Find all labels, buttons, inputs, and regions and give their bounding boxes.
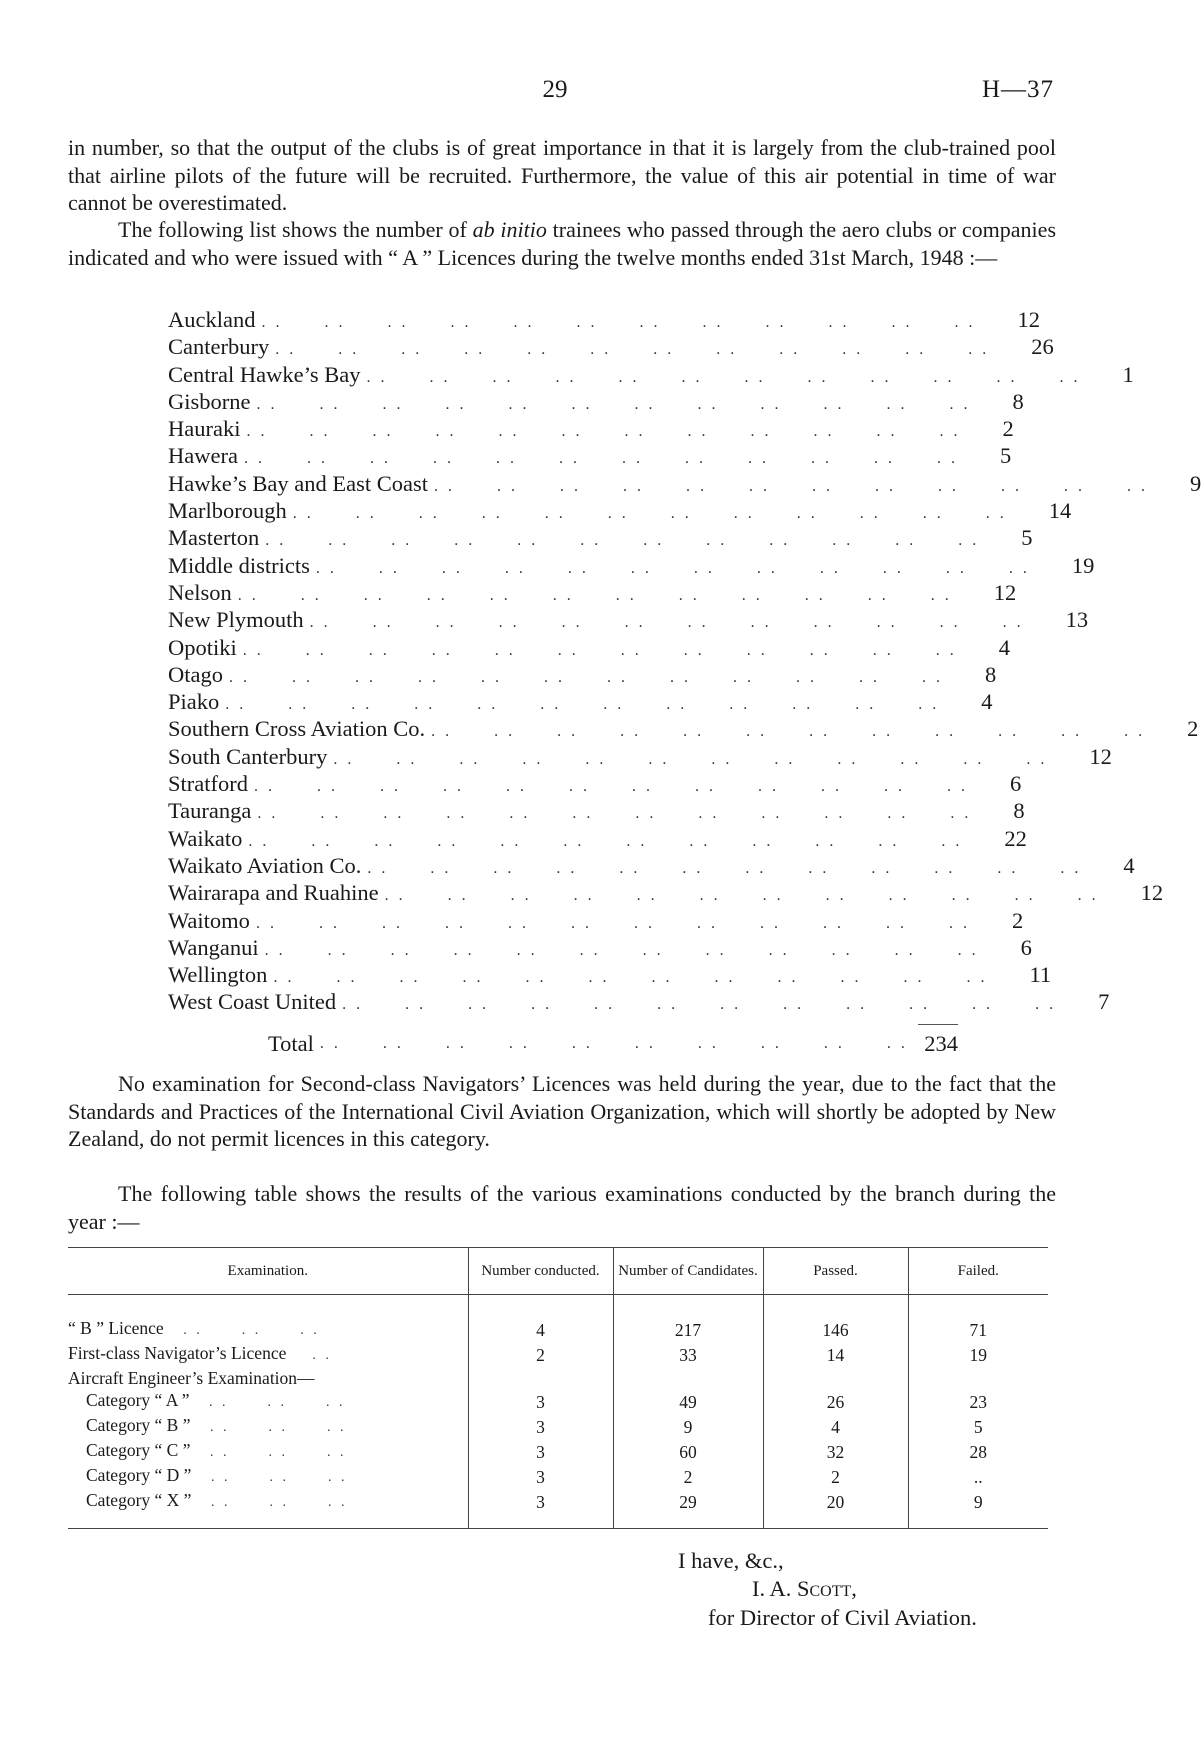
signoff-greeting: I have, &c.,: [678, 1548, 784, 1573]
paragraph-output-of-clubs: [68, 134, 1056, 217]
cell-conducted: 4: [468, 1317, 613, 1342]
club-count: 9: [1189, 470, 1201, 496]
italic-phrase: ab initio: [472, 217, 547, 242]
club-row: [168, 825, 1027, 852]
club-row: [168, 797, 1025, 824]
cell-candidates: 29: [613, 1489, 763, 1529]
club-count: 7: [1098, 989, 1110, 1015]
exam-label: Category “ X ”: [86, 1490, 192, 1510]
club-count: 1: [1122, 361, 1134, 387]
club-name: West Coast United: [168, 989, 337, 1015]
club-row: [168, 442, 1012, 469]
club-row: [168, 715, 1199, 742]
leader-dots: . . . . . . . . . . . . . . . . . . . . . . . .: [273, 969, 1030, 987]
club-count: 12: [993, 579, 1017, 605]
exam-label-cell: [68, 1317, 468, 1342]
paragraph-text: No examination for Second-class Navigators’ Licences was held during the year, due to the fact that the Standards and Practices of the International Civil Aviation Organization, which will shortly be adopted by New Zealand, do not permit licences in this category.: [68, 1071, 1056, 1151]
header-number-of-candidates: Number of Candidates.: [613, 1248, 763, 1295]
club-row: [168, 934, 1032, 961]
page-number: 29: [542, 76, 568, 103]
leader-dots: . . . . . . . . . . . . . . . . . . . . . . . .: [243, 450, 1000, 468]
club-row: [168, 552, 1095, 579]
leader-dots: . . . . . .: [191, 1470, 348, 1485]
cell-conducted: 3: [468, 1489, 613, 1529]
club-count: 8: [1013, 798, 1025, 824]
club-row: [168, 361, 1134, 388]
club-row: [168, 879, 1164, 906]
cell-passed: [763, 1367, 908, 1389]
table-row: [68, 1489, 1048, 1529]
leader-dots: . . . . . . . . . . . . . . . . . . . . . . . .: [256, 395, 1013, 413]
exam-label-cell: [68, 1389, 468, 1414]
club-row: [168, 634, 1011, 661]
exam-label-cell: [68, 1414, 468, 1439]
cell-conducted: 3: [468, 1464, 613, 1489]
club-row: [168, 907, 1024, 934]
club-name: Wairarapa and Ruahine: [168, 880, 379, 906]
cell-candidates: 2: [613, 1464, 763, 1489]
club-row: [168, 306, 1040, 333]
club-count: 8: [985, 661, 997, 687]
cell-passed: 32: [763, 1439, 908, 1464]
club-row: [168, 770, 1022, 797]
cell-failed: 71: [908, 1317, 1048, 1342]
cell-failed: [908, 1367, 1048, 1389]
club-name: Otago: [168, 661, 223, 687]
club-count: 5: [1021, 525, 1033, 551]
signoff-title: for Director of Civil Aviation.: [708, 1605, 977, 1630]
club-name: Piako: [168, 689, 220, 715]
cell-passed: 20: [763, 1489, 908, 1529]
club-name: Hawke’s Bay and East Coast: [168, 470, 428, 496]
cell-passed: 2: [763, 1464, 908, 1489]
exam-label: Category “ B ”: [86, 1415, 191, 1435]
cell-conducted: 3: [468, 1439, 613, 1464]
club-row: [168, 606, 1089, 633]
club-count: 2: [1187, 716, 1199, 742]
club-name: Hauraki: [168, 416, 241, 442]
club-row: [168, 579, 1017, 606]
leader-dots: . . . . . . . . . . . . . . . . . . . . . . . .: [246, 423, 1003, 441]
exam-label-cell: [68, 1342, 468, 1367]
paragraph-table-intro: [68, 1180, 1056, 1235]
exam-label: Category “ C ”: [86, 1440, 191, 1460]
club-row: [168, 497, 1072, 524]
cell-conducted: [468, 1367, 613, 1389]
leader-dots: . . . . . . . . . . . . . . . . . . . . . . . .: [384, 887, 1141, 905]
leader-dots: . . . . . . . . . . . . . . . . . . . . . . . .: [242, 641, 999, 659]
club-name: Gisborne: [168, 388, 251, 414]
table-header-row: [68, 1248, 1048, 1295]
cell-conducted: 2: [468, 1342, 613, 1367]
club-name: Waitomo: [168, 907, 250, 933]
leader-dots: . . . . . . . . . . . . . . . . . . . . . . . .: [431, 723, 1188, 741]
leader-dots: . . . . . . . . . . . . . . . . . . . . . . . .: [292, 505, 1049, 523]
cell-candidates: 49: [613, 1389, 763, 1414]
leader-dots: . . . . . . . . . . . . . . . . . . . . . . . .: [333, 750, 1090, 768]
paragraph-text: The following list shows the number of: [118, 217, 473, 242]
club-count: 5: [999, 443, 1012, 469]
leader-dots: . .: [286, 1348, 332, 1363]
header-number-conducted: Number conducted.: [468, 1248, 613, 1295]
paragraph-text: The following table shows the results of the various examinations conducted by the branch during the year :—: [68, 1181, 1056, 1234]
clubs-total-row: [168, 1029, 958, 1059]
leader-dots: . . . . . . . . . . . . . . . . . . . . . . . .: [342, 996, 1099, 1014]
leader-dots: . . . . . . . . . . . . . . . . . . . . . . . .: [253, 778, 1010, 796]
club-row: [168, 988, 1110, 1015]
club-name: Masterton: [168, 525, 260, 551]
club-count: 12: [1017, 307, 1040, 332]
club-count: 2: [1011, 907, 1024, 933]
club-name: Southern Cross Aviation Co.: [168, 716, 426, 742]
exam-label-cell: [68, 1464, 468, 1489]
aero-clubs-list: [168, 306, 1201, 1059]
header-failed: Failed.: [908, 1248, 1048, 1295]
club-name: Auckland: [168, 307, 256, 332]
club-name: Stratford: [168, 771, 248, 797]
cell-passed: 146: [763, 1317, 908, 1342]
leader-dots: . . . . . . . . . . . . . . . . . . . . . . . .: [248, 832, 1005, 850]
signoff-signatory: I. A. Scott,: [752, 1576, 857, 1601]
club-count: 11: [1029, 962, 1052, 988]
club-count: 14: [1048, 498, 1072, 524]
club-count: 22: [1004, 825, 1027, 851]
club-count: 4: [998, 634, 1011, 660]
leader-dots: . . . . . . . . . . . . . . . . . . . . . . . .: [367, 859, 1124, 877]
total-count: 234: [924, 1030, 958, 1056]
cell-candidates: [613, 1367, 763, 1389]
document-code: H—37: [981, 76, 1054, 103]
leader-dots: . . . . . . . . . . . . . . . . . . . . . . . .: [315, 559, 1072, 577]
cell-candidates: 9: [613, 1414, 763, 1439]
club-row: [168, 852, 1135, 879]
club-row: [168, 388, 1024, 415]
leader-dots: . . . . . .: [163, 1323, 320, 1338]
cell-failed: 23: [908, 1389, 1048, 1414]
table-row: [68, 1414, 1048, 1439]
paragraph-text: in number, so that the output of the clubs is of great importance in that it is largely from the club-trained pool that airline pilots of the future will be recruited. Furthermore, the value of this air potential in time of war cannot be overestimated.: [68, 135, 1056, 215]
cell-passed: 14: [763, 1342, 908, 1367]
club-count: 8: [1012, 388, 1024, 414]
total-label: Total: [268, 1030, 314, 1056]
club-count: 4: [981, 689, 993, 715]
club-row: [168, 688, 993, 715]
leader-dots: . . . . . . . . . . . . . . . . . . . . . . . .: [229, 668, 985, 686]
exam-label: Category “ A ”: [86, 1390, 190, 1410]
cell-failed: 5: [908, 1414, 1048, 1439]
examinations-table: [68, 1247, 1048, 1529]
club-count: 12: [1089, 743, 1112, 769]
club-name: Middle districts: [168, 552, 310, 578]
cell-failed: 9: [908, 1489, 1048, 1529]
club-count: 2: [1002, 416, 1014, 442]
leader-dots: . . . . . . . . . . . . . . . . . . . . . . . .: [366, 368, 1123, 386]
header-examination: Examination.: [68, 1248, 468, 1295]
exam-label-cell: [68, 1367, 468, 1389]
club-name: New Plymouth: [168, 607, 304, 633]
leader-dots: . . . . . . . . . . . . . . . . . . . . . . . .: [309, 614, 1066, 632]
leader-dots: . . . . . . . . . . . . . . . . . . . . . . . .: [265, 532, 1022, 550]
exam-label: First-class Navigator’s Licence: [68, 1343, 287, 1363]
cell-candidates: 217: [613, 1317, 763, 1342]
table-row: [68, 1367, 1048, 1389]
table-row: [68, 1317, 1048, 1342]
leader-dots: . . . . . . . . . . . . . . . . . . . . . . . .: [264, 941, 1021, 959]
total-rule: [918, 1024, 958, 1025]
club-count: 19: [1071, 552, 1095, 578]
table-row: [68, 1464, 1048, 1489]
club-name: Canterbury: [168, 334, 270, 360]
table-row: [68, 1342, 1048, 1367]
club-count: 13: [1065, 607, 1089, 633]
club-name: Waikato: [168, 825, 243, 851]
exam-label: Category “ D ”: [86, 1465, 192, 1485]
cell-conducted: 3: [468, 1414, 613, 1439]
leader-dots: . . . . . .: [191, 1495, 348, 1510]
club-row: [168, 470, 1201, 497]
club-name: Hawera: [168, 443, 238, 469]
paragraph-text: trainees who passed through the aero clubs or companies indicated and who were issued with “ A ” Licences during the twelve months ended 31st March, 1948 :—: [68, 217, 1056, 270]
cell-passed: 26: [763, 1389, 908, 1414]
club-row: [168, 524, 1033, 551]
club-count: 4: [1123, 852, 1135, 878]
cell-failed: 28: [908, 1439, 1048, 1464]
cell-candidates: 33: [613, 1342, 763, 1367]
cell-failed: 19: [908, 1342, 1048, 1367]
club-name: Marlborough: [168, 498, 287, 524]
paragraph-navigators-exam: [68, 1070, 1056, 1153]
table-row: [68, 1439, 1048, 1464]
leader-dots: . . . . . . . . . . . . . . . . . . . . . . . .: [237, 586, 994, 604]
cell-candidates: 60: [613, 1439, 763, 1464]
club-row: [168, 661, 997, 688]
club-count: 6: [1020, 934, 1032, 960]
club-name: Opotiki: [168, 634, 237, 660]
club-row: [168, 415, 1014, 442]
examinations-table-body: [68, 1295, 1048, 1529]
exam-label-cell: [68, 1489, 468, 1529]
leader-dots: . . . . . .: [190, 1420, 347, 1435]
leader-dots: . . . . . . . . . . . . . . . . . . . . . . . .: [225, 696, 982, 714]
exam-label: Aircraft Engineer’s Examination—: [68, 1368, 315, 1388]
club-name: Nelson: [168, 579, 232, 605]
club-name: South Canterbury: [168, 743, 328, 769]
cell-conducted: 3: [468, 1389, 613, 1414]
club-name: Waikato Aviation Co.: [168, 852, 362, 878]
leader-dots: . . . . . . . . . . . . . . . . . . . . . . . .: [433, 477, 1190, 495]
club-row: [168, 961, 1052, 988]
cell-failed: ..: [908, 1464, 1048, 1489]
cell-passed: 4: [763, 1414, 908, 1439]
club-count: 26: [1031, 334, 1054, 360]
leader-dots: . . . . . . . . . . . . . . . . . . . . . . . .: [255, 914, 1012, 932]
club-name: Tauranga: [168, 798, 252, 824]
exam-label-cell: [68, 1439, 468, 1464]
leader-dots: . . . . . .: [190, 1445, 347, 1460]
club-row: [168, 743, 1112, 770]
leader-dots: . . . . . . . . . . . . . . . . . . . .: [319, 1034, 908, 1052]
table-row: [68, 1389, 1048, 1414]
club-count: 6: [1009, 771, 1022, 797]
exam-label: “ B ” Licence: [68, 1318, 164, 1338]
header-passed: Passed.: [763, 1248, 908, 1295]
leader-dots: . . . . . . . . . . . . . . . . . . . . . . . .: [257, 805, 1014, 823]
paragraph-list-intro: [68, 216, 1056, 271]
club-count: 12: [1140, 880, 1164, 906]
club-name: Wellington: [168, 962, 268, 988]
leader-dots: . . . . . . . . . . . . . . . . . . . . . . . .: [261, 314, 1018, 331]
leader-dots: . . . . . .: [189, 1395, 346, 1410]
club-name: Wanganui: [168, 934, 259, 960]
leader-dots: . . . . . . . . . . . . . . . . . . . . . . . .: [275, 341, 1032, 359]
club-row: [168, 333, 1054, 360]
table-spacer-row: [68, 1295, 1048, 1318]
club-name: Central Hawke’s Bay: [168, 361, 361, 387]
